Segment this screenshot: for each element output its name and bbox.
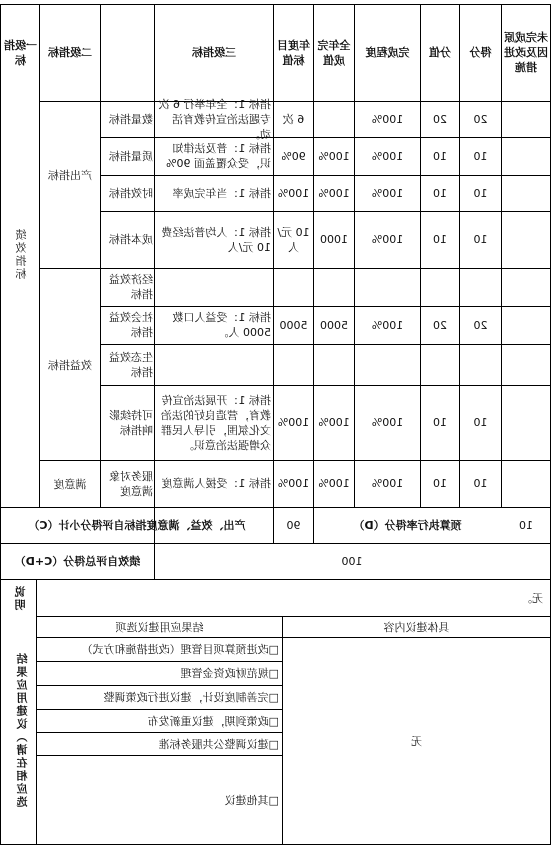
suggestion-option: □改进预算项目管理（改进措施和方式） (81, 643, 279, 656)
row-target: 100% (277, 416, 310, 429)
row-score: 10 (433, 149, 447, 163)
header-level2: 二级指标 (48, 46, 92, 59)
row-level2: 经济效益指标 (109, 273, 153, 301)
header-annual-target: 年度目标值 (277, 38, 310, 67)
subtotal-value: 90 (286, 518, 301, 532)
header-reason: 未完成原因及改进措施 (504, 31, 548, 74)
row-target: 90% (281, 149, 306, 163)
row-rate: 100% (371, 186, 404, 200)
row-score: 10 (433, 477, 447, 490)
row-level2: 服务对象满意度 (109, 469, 153, 498)
satisfaction-label: 满意度 (53, 477, 87, 491)
suggestion-option: □完善制度设计，建议进行政策调整 (103, 691, 279, 704)
row-got: 10 (473, 477, 488, 490)
row-level3: 指标 1：开展法治宣传教育，营造良好的法治文化氛围，引导人民群众增强法治意识。 (161, 393, 271, 452)
row-level3: 指标 1：普及法律知识，受众覆盖面 90% (166, 142, 271, 170)
header-completion: 完成程度 (365, 46, 410, 59)
row-level3: 指标 1：当年完成率 (172, 186, 271, 200)
subtotal-label: 产出、效益、满意度指标自评得分小计（C） (28, 518, 246, 532)
suggestion-option: □政策到期，建议重新发布 (147, 714, 279, 728)
row-rate: 100% (371, 112, 404, 126)
header-level1: 一级指标 (4, 38, 37, 67)
row-rate: 100% (371, 233, 404, 246)
row-level3: 指标 1：受益人口数 5000 人。 (172, 311, 271, 339)
budget-value: 10 (519, 518, 533, 532)
row-rate: 100% (371, 318, 404, 332)
row-score: 20 (433, 318, 447, 332)
row-level2: 成本指标 (109, 233, 153, 246)
suggestion-label: 结果应用建议（请在相应选 (16, 653, 29, 809)
header-level3: 三级指标 (192, 46, 236, 59)
header-obtained: 得分 (469, 46, 492, 59)
row-level3: 指标 1：受援人满意度 (161, 477, 271, 490)
suggestion-col-content: 具体建议内容 (383, 620, 450, 634)
suggestion-col-options: 结果应用建议选项 (115, 620, 204, 634)
output-label: 产出指标 (48, 168, 92, 182)
row-got: 20 (473, 318, 488, 332)
header-full-year-done: 全年完成值 (317, 38, 351, 67)
budget-label: 预算执行率得分（D） (353, 518, 462, 532)
row-got: 10 (473, 416, 488, 429)
suggestion-content: 无 (411, 734, 422, 748)
explanation-text: 无。 (521, 591, 543, 605)
row-level2: 数量指标 (109, 112, 153, 126)
row-level2: 质量指标 (109, 149, 153, 163)
benefit-label: 效益指标 (48, 358, 92, 372)
explanation-label: 说明 (14, 586, 27, 612)
row-score: 10 (433, 186, 447, 200)
row-done: 100% (318, 149, 350, 163)
row-score: 20 (433, 112, 447, 126)
row-done: 100% (318, 416, 350, 429)
row-target: 6 次 (282, 112, 305, 126)
row-level2: 生态效益指标 (109, 350, 153, 379)
row-target: 100% (277, 477, 310, 490)
perf-label: 绩效指标 (15, 229, 28, 281)
total-label: 绩效自评总得分（C+D） (14, 554, 141, 568)
header-score: 分值 (429, 46, 451, 59)
row-rate: 100% (371, 149, 404, 163)
row-done: 1000 (320, 233, 348, 246)
row-level2: 时效指标 (109, 186, 153, 200)
row-target: 100% (277, 186, 310, 200)
row-level3: 指标 1：人均普法经费 10 元/人 (161, 225, 271, 254)
row-got: 10 (473, 149, 488, 163)
row-got: 10 (473, 186, 488, 200)
row-done: 100% (318, 186, 350, 200)
row-done: 5000 (320, 318, 348, 332)
row-done (314, 101, 354, 137)
total-value: 100 (341, 554, 363, 568)
row-rate: 100% (371, 477, 404, 490)
suggestion-option: □建议调整公共服务标准 (158, 737, 279, 751)
row-level2: 可持续影响指标 (109, 408, 153, 437)
row-done: 100% (318, 477, 350, 490)
row-target: 10 元/人 (277, 225, 310, 254)
row-score: 10 (433, 233, 447, 246)
row-got: 20 (473, 112, 488, 126)
row-score: 10 (433, 416, 447, 429)
row-level2: 社会效益指标 (109, 311, 153, 339)
row-level3: 指标 1：全年举行 6 次专题法治宣传教育活动。 (158, 97, 271, 141)
suggestion-option: □规范财政资金管理 (180, 667, 279, 680)
suggestion-option: □其他建议 (224, 793, 279, 807)
row-target: 5000 (279, 318, 308, 332)
row-got: 10 (473, 233, 488, 246)
row-rate: 100% (371, 416, 404, 429)
